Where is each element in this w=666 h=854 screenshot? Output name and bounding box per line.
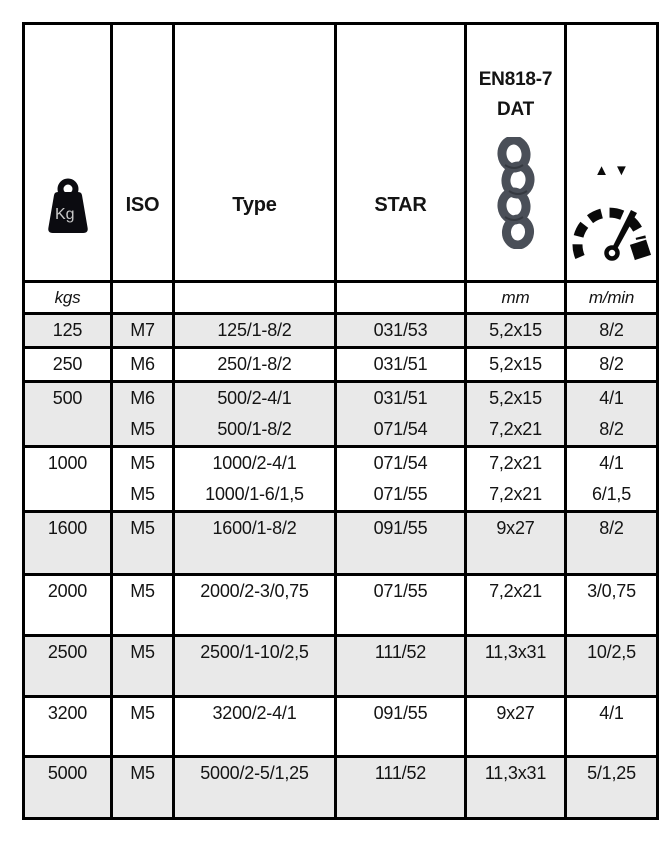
speed-value: 4/1 xyxy=(599,453,624,473)
star-cell xyxy=(336,348,466,382)
chain-size-value: 11,3x31 xyxy=(484,642,547,662)
capacity-value: 1600 xyxy=(47,518,88,538)
type-cell xyxy=(174,348,336,382)
header-cell-speed xyxy=(566,24,658,282)
speed-cell xyxy=(566,697,658,757)
kg-weight-icon xyxy=(38,177,98,239)
capacity-value: 500 xyxy=(52,388,83,408)
chain-size-value: 5,2x15 xyxy=(489,388,542,408)
iso-value: M5 xyxy=(130,763,155,783)
type-cell xyxy=(174,697,336,757)
iso-value: M5 xyxy=(130,581,155,601)
speed-value: 3/0,75 xyxy=(587,581,636,601)
type-cell xyxy=(174,636,336,697)
units-star-cell xyxy=(336,282,466,314)
type-header-label: Type xyxy=(232,194,277,216)
iso-value: M5 xyxy=(130,518,155,538)
capacity-cell xyxy=(24,348,112,382)
kgs-unit-label: kgs xyxy=(54,288,81,307)
chain-size-value: 7,2x21 xyxy=(489,453,542,473)
speed-value: 5/1,25 xyxy=(587,763,636,783)
speed-value: 10/2,5 xyxy=(587,642,636,662)
star-value: 031/53 xyxy=(373,320,428,340)
capacity-value: 5000 xyxy=(47,763,88,783)
chain-size-value: 5,2x15 xyxy=(489,354,542,374)
star-value: 071/54 xyxy=(373,419,428,439)
table-row-3200 xyxy=(24,697,658,757)
chain-icon xyxy=(493,137,539,249)
star-header-label: STAR xyxy=(374,194,427,216)
capacity-cell xyxy=(24,575,112,636)
type-value: 500/1-8/2 xyxy=(217,419,292,439)
iso-header-label: ISO xyxy=(125,194,160,216)
units-iso-cell xyxy=(112,282,174,314)
header-row xyxy=(24,24,658,282)
capacity-cell xyxy=(24,382,112,447)
chain-size-value: 7,2x21 xyxy=(489,484,542,504)
capacity-cell xyxy=(24,697,112,757)
capacity-value: 2500 xyxy=(47,642,88,662)
iso-cell xyxy=(112,348,174,382)
chain-size-cell xyxy=(466,575,566,636)
star-cell xyxy=(336,757,466,819)
down-triangle-icon: ▼ xyxy=(614,162,634,179)
en818-standard-label: EN818-7 xyxy=(478,69,553,90)
chain-size-value: 7,2x21 xyxy=(489,581,542,601)
speed-value: 6/1,5 xyxy=(591,484,632,504)
iso-value: M5 xyxy=(130,484,155,504)
type-cell xyxy=(174,447,336,512)
star-value: 091/55 xyxy=(373,518,428,538)
chain-size-cell xyxy=(466,348,566,382)
units-speed-cell xyxy=(566,282,658,314)
capacity-value: 125 xyxy=(52,320,83,340)
star-value: 031/51 xyxy=(373,354,428,374)
type-cell xyxy=(174,575,336,636)
table-row-2000 xyxy=(24,575,658,636)
type-value: 2500/1-10/2,5 xyxy=(200,642,309,662)
iso-cell xyxy=(112,314,174,348)
mm-unit-label: mm xyxy=(501,288,530,307)
star-value: 071/55 xyxy=(373,581,428,601)
chain-size-value: 11,3x31 xyxy=(484,763,547,783)
capacity-cell xyxy=(24,512,112,575)
units-capacity-cell xyxy=(24,282,112,314)
units-type-cell xyxy=(174,282,336,314)
chain-size-value: 5,2x15 xyxy=(489,320,542,340)
chain-size-cell xyxy=(466,636,566,697)
capacity-cell xyxy=(24,447,112,512)
speed-cell xyxy=(566,348,658,382)
star-value: 031/51 xyxy=(373,388,428,408)
capacity-value: 2000 xyxy=(47,581,88,601)
type-value: 500/2-4/1 xyxy=(217,388,292,408)
capacity-value: 250 xyxy=(52,354,83,374)
units-row xyxy=(24,282,658,314)
hoist-spec-table xyxy=(22,22,659,820)
iso-value: M5 xyxy=(130,642,155,662)
header-cell-iso xyxy=(112,24,174,282)
iso-cell xyxy=(112,636,174,697)
speed-cell xyxy=(566,636,658,697)
dat-label: DAT xyxy=(496,99,535,120)
chain-size-cell xyxy=(466,512,566,575)
iso-cell xyxy=(112,382,174,447)
star-cell xyxy=(336,697,466,757)
table-row-2500 xyxy=(24,636,658,697)
chain-size-cell xyxy=(466,382,566,447)
header-cell-star xyxy=(336,24,466,282)
capacity-cell xyxy=(24,314,112,348)
chain-size-value: 9x27 xyxy=(496,703,535,723)
star-value: 111/52 xyxy=(374,642,427,662)
star-value: 111/52 xyxy=(374,763,427,783)
iso-value: M5 xyxy=(130,453,155,473)
speed-value: 8/2 xyxy=(599,518,624,538)
lift-direction-icons xyxy=(589,161,634,181)
iso-value: M6 xyxy=(130,354,155,374)
type-cell xyxy=(174,757,336,819)
iso-cell xyxy=(112,447,174,512)
capacity-value: 1000 xyxy=(47,453,88,473)
type-value: 125/1-8/2 xyxy=(217,320,292,340)
capacity-value: 3200 xyxy=(47,703,88,723)
type-value: 1000/2-4/1 xyxy=(212,453,297,473)
speed-value: 4/1 xyxy=(599,703,624,723)
speed-value: 4/1 xyxy=(599,388,624,408)
m-min-unit-label: m/min xyxy=(588,288,635,307)
star-cell xyxy=(336,314,466,348)
star-value: 071/54 xyxy=(373,453,428,473)
star-value: 091/55 xyxy=(373,703,428,723)
type-value: 3200/2-4/1 xyxy=(212,703,297,723)
star-cell xyxy=(336,575,466,636)
type-cell xyxy=(174,382,336,447)
table-row-500 xyxy=(24,382,658,447)
iso-cell xyxy=(112,697,174,757)
iso-cell xyxy=(112,575,174,636)
type-cell xyxy=(174,512,336,575)
header-cell-capacity xyxy=(24,24,112,282)
table-row-1000 xyxy=(24,447,658,512)
speed-gauge-icon xyxy=(571,203,653,261)
star-cell xyxy=(336,447,466,512)
chain-size-cell xyxy=(466,314,566,348)
chain-size-cell xyxy=(466,757,566,819)
iso-value: M5 xyxy=(130,703,155,723)
speed-cell xyxy=(566,382,658,447)
speed-value: 8/2 xyxy=(599,419,624,439)
units-chain-cell xyxy=(466,282,566,314)
table-row-125 xyxy=(24,314,658,348)
speed-cell xyxy=(566,447,658,512)
iso-cell xyxy=(112,757,174,819)
table-row-5000 xyxy=(24,757,658,819)
type-value: 250/1-8/2 xyxy=(217,354,292,374)
iso-value: M6 xyxy=(130,388,155,408)
capacity-cell xyxy=(24,757,112,819)
speed-cell xyxy=(566,575,658,636)
chain-size-value: 7,2x21 xyxy=(489,419,542,439)
chain-size-cell xyxy=(466,447,566,512)
iso-value: M7 xyxy=(130,320,155,340)
type-cell xyxy=(174,314,336,348)
type-value: 1000/1-6/1,5 xyxy=(205,484,304,504)
header-cell-type xyxy=(174,24,336,282)
type-value: 5000/2-5/1,25 xyxy=(200,763,309,783)
capacity-cell xyxy=(24,636,112,697)
type-value: 1600/1-8/2 xyxy=(212,518,297,538)
speed-cell xyxy=(566,757,658,819)
chain-size-cell xyxy=(466,697,566,757)
star-cell xyxy=(336,512,466,575)
speed-cell xyxy=(566,314,658,348)
chain-size-value: 9x27 xyxy=(496,518,535,538)
table-row-250 xyxy=(24,348,658,382)
star-cell xyxy=(336,382,466,447)
kg-icon-label: Kg xyxy=(54,206,75,223)
header-cell-chain xyxy=(466,24,566,282)
star-value: 071/55 xyxy=(373,484,428,504)
iso-cell xyxy=(112,512,174,575)
type-value: 2000/2-3/0,75 xyxy=(200,581,309,601)
up-triangle-icon: ▲ xyxy=(594,162,614,179)
speed-value: 8/2 xyxy=(599,320,624,340)
star-cell xyxy=(336,636,466,697)
iso-value: M5 xyxy=(130,419,155,439)
table-row-1600 xyxy=(24,512,658,575)
speed-cell xyxy=(566,512,658,575)
speed-value: 8/2 xyxy=(599,354,624,374)
